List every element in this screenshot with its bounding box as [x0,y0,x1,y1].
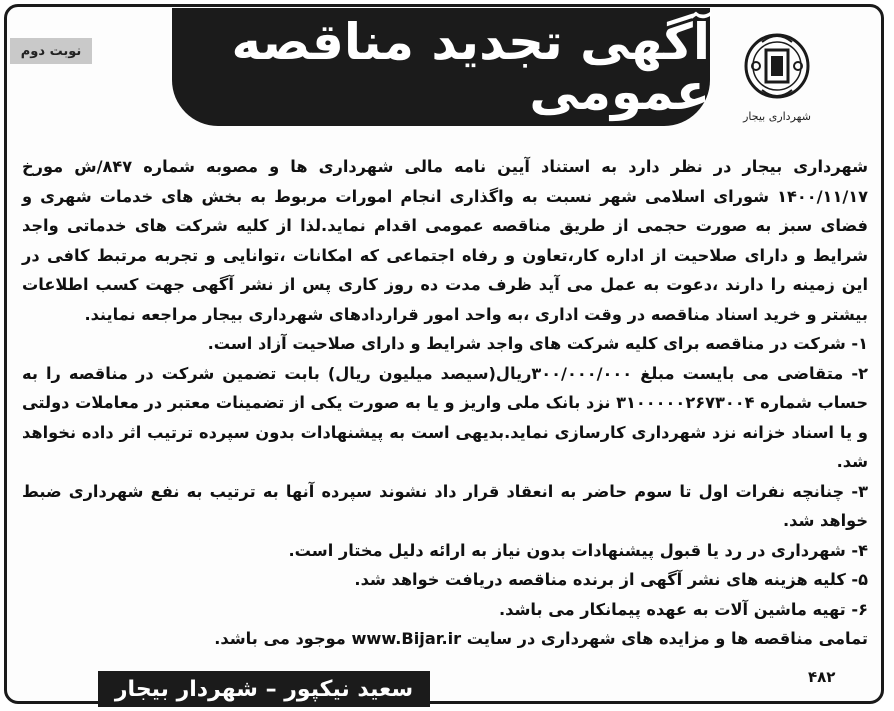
closing-line: تمامی مناقصه ها و مزایده های شهرداری در سایت www.Bijar.ir موجود می باشد. [214,629,868,648]
title-banner [172,8,710,126]
list-item: ۴- شهرداری در رد یا قبول پیشنهادات بدون نیاز به ارائه دلیل مختار است. [288,540,868,560]
logo-caption: شهرداری بیجار [743,110,811,123]
emblem-icon [742,26,812,106]
page-number: ۴۸۲ [808,668,836,686]
list-item: ۲- متقاضی می بایست مبلغ ۳۰۰/۰۰۰/۰۰۰ریال(سیصد میلیون ریال) بابت تضمین شرکت در مناقصه را به حساب شماره ۳۱۰۰۰۰۰۲۶۷۳۰۰۴ نزد بانک ملی واریز و یا به صورت یکی از تضمینات معتبر در معاملات دولتی و یا اسناد خزانه نزد شهرداری کارسازی نماید.بدیهی است به پیشنهادات بدون سپرده ترتیب اثر داده نخواهد شد. [22,363,868,471]
list-item: ۶- تهیه ماشین آلات به عهده پیمانکار می باشد. [499,599,868,619]
signature-bar: سعید نیکپور – شهردار بیجار [98,671,430,707]
list-item: ۱- شرکت در مناقصه برای کلیه شرکت های واجد شرایط و دارای صلاحیت آزاد است. [207,334,868,353]
intro-paragraph: شهرداری بیجار در نظر دارد به استناد آیین نامه مالی شهرداری ها و مصوبه شماره ۸۴۷/ش مورخ ۱۴۰۰/۱۱/۱۷ شورای اسلامی شهر نسبت به واگذاری انجام امورات مربوط به بخش های خدمات شهری و فضای سبز به صورت حجمی از طریق مناقصه عمومی اقدام نماید.لذا از کلیه شرکت های خدماتی واجد شرایط و دارای صلاحیت از اداره کار،تعاون و رفاه اجتماعی که امکانات ،توانایی و تجربه مرتبط کافی در این زمینه را دارند ،دعوت به عمل می آید ظرف مدت ده روز کاری پس از نشر آگهی جهت کسب اطلاعات بیشتر و خرید اسناد مناقصه در وقت اداری ،به واحد امور قراردادهای شهرداری بیجار مراجعه نمایند. [22,157,868,324]
list-item: ۳- چنانچه نفرات اول تا سوم حاضر به انعقاد قرار داد نشوند سپرده آنها به ترتیب به نفع شهرداری ضبط خواهد شد. [22,481,868,530]
round-tag: نوبت دوم [10,38,92,64]
advert-body [22,152,868,654]
page-title: آگهی تجدید مناقصه عمومی [231,13,710,121]
list-item: ۵- کلیه هزینه های نشر آگهی از برنده مناقصه دریافت خواهد شد. [354,570,868,589]
municipality-logo [732,26,822,136]
